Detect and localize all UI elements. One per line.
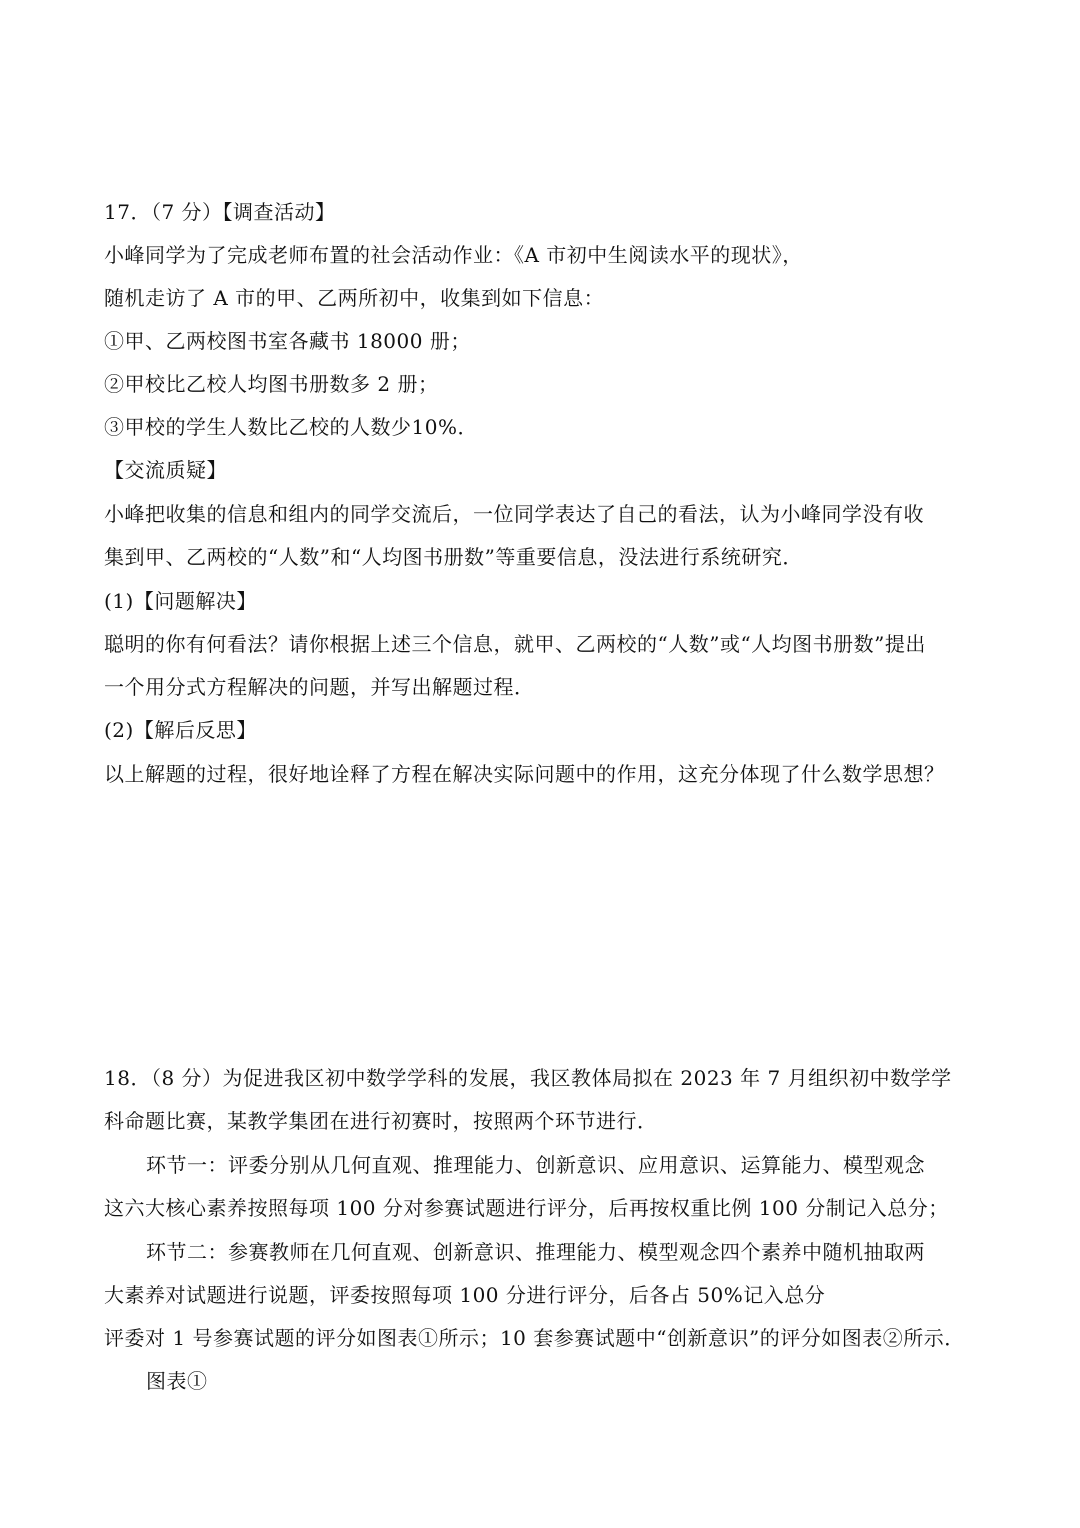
q18-stage1-line-2: 这六大核心素养按照每项 100 分对参赛试题进行评分，后再按权重比例 100 分制记入总分； bbox=[104, 1196, 949, 1220]
q17-discuss-line-2: 集到甲、乙两校的“人数”和“人均图书册数”等重要信息，没法进行系统研究． bbox=[104, 545, 803, 569]
q17-info-2: ②甲校比乙校人均图书册数多 2 册； bbox=[104, 372, 439, 396]
q18-stage2-line-2: 大素养对试题进行说题，评委按照每项 100 分进行评分，后各占 50%记入总分 bbox=[104, 1283, 826, 1307]
q18-scores-line: 评委对 1 号参赛试题的评分如图表①所示；10 套参赛试题中“创新意识”的评分如图表②所示． bbox=[104, 1326, 965, 1350]
q18-line-1: 18．（8 分）为促进我区初中数学学科的发展，我区教体局拟在 2023 年 7 月组织初中数学学 bbox=[104, 1066, 952, 1090]
q17-info-1: ①甲、乙两校图书室各藏书 18000 册； bbox=[104, 329, 471, 353]
q17-section-discuss: 【交流质疑】 bbox=[104, 458, 227, 482]
q18-stage2-line-1: 环节二：参赛教师在几何直观、创新意识、推理能力、模型观念四个素养中随机抽取两 bbox=[146, 1240, 925, 1264]
q17-part1-title: (1)【问题解决】 bbox=[104, 589, 257, 613]
q17-discuss-line-1: 小峰把收集的信息和组内的同学交流后，一位同学表达了自己的看法，认为小峰同学没有收 bbox=[104, 502, 924, 526]
q17-header: 17．（7 分）【调查活动】 bbox=[104, 200, 336, 224]
q18-line-2: 科命题比赛，某教学集团在进行初赛时，按照两个环节进行． bbox=[104, 1109, 658, 1133]
q17-intro-line-1: 小峰同学为了完成老师布置的社会活动作业：《A 市初中生阅读水平的现状》， bbox=[104, 243, 803, 267]
q17-part1-line-1: 聪明的你有何看法？请你根据上述三个信息，就甲、乙两校的“人数”或“人均图书册数”提出 bbox=[104, 632, 926, 656]
q17-part1-line-2: 一个用分式方程解决的问题，并写出解题过程． bbox=[104, 675, 535, 699]
q18-stage1-line-1: 环节一：评委分别从几何直观、推理能力、创新意识、应用意识、运算能力、模型观念 bbox=[146, 1153, 925, 1177]
q18-chart-label: 图表① bbox=[146, 1369, 208, 1393]
q17-part2-text: 以上解题的过程，很好地诠释了方程在解决实际问题中的作用，这充分体现了什么数学思想？ bbox=[104, 762, 945, 786]
q17-info-3: ③甲校的学生人数比乙校的人数少10%． bbox=[104, 415, 478, 439]
q17-part2-title: (2)【解后反思】 bbox=[104, 718, 257, 742]
q17-intro-line-2: 随机走访了 A 市的甲、乙两所初中，收集到如下信息： bbox=[104, 286, 605, 310]
